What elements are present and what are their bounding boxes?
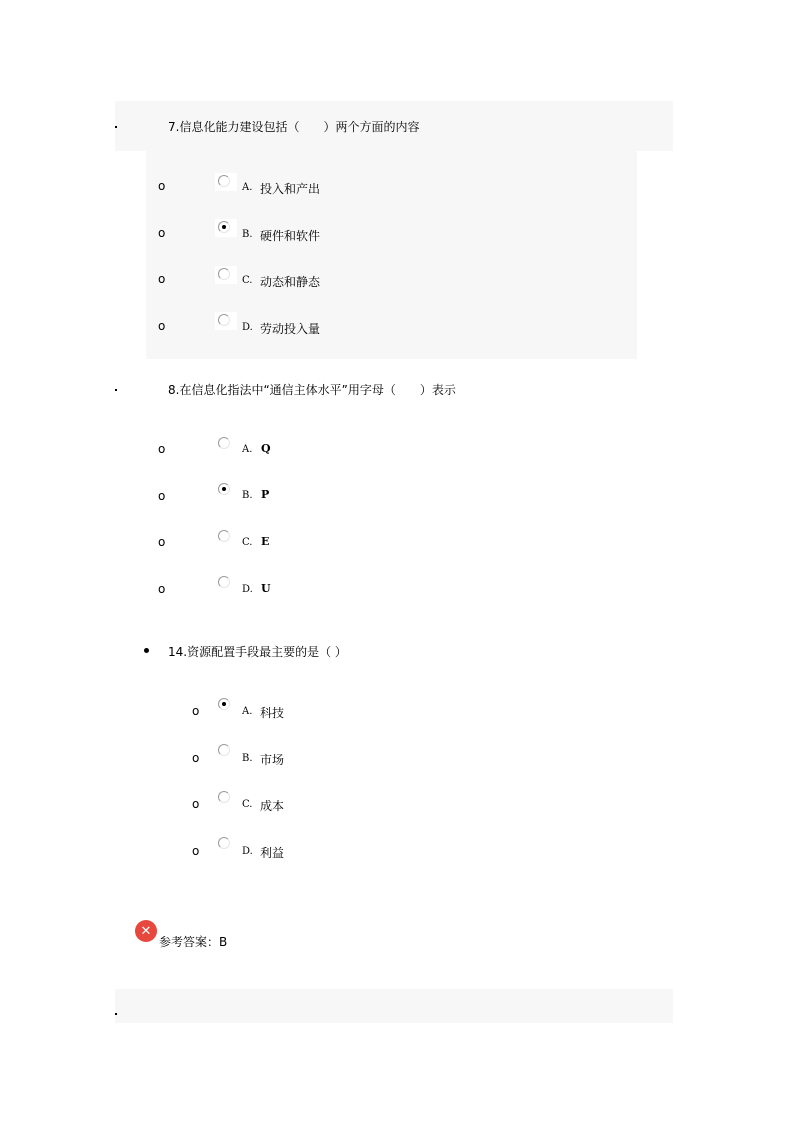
radio-selected-dot <box>222 225 226 229</box>
list-bullet: o <box>192 797 200 811</box>
question-7-title <box>168 118 419 135</box>
option-label: P <box>261 488 270 501</box>
question-number: 14. <box>168 645 188 659</box>
question-number: 8. <box>168 383 180 397</box>
question-14-title <box>168 643 347 660</box>
list-bullet: o <box>192 844 200 858</box>
radio-button-c[interactable] <box>218 791 230 803</box>
question-8-bullet <box>115 389 117 391</box>
radio-button-a[interactable] <box>218 175 230 187</box>
option-letter: B. <box>242 229 253 240</box>
reference-answer: 参考答案：B <box>159 935 228 949</box>
question-number: 7. <box>168 120 180 134</box>
option-label: 动态和静态 <box>260 275 321 289</box>
radio-button-c[interactable] <box>218 530 230 542</box>
radio-button-b[interactable] <box>218 221 230 233</box>
radio-button-c[interactable] <box>218 268 230 280</box>
option-letter: B. <box>242 490 253 501</box>
option-letter: A. <box>242 706 253 717</box>
option-letter: D. <box>242 322 253 333</box>
bottom-band <box>115 989 673 1023</box>
radio-button-d[interactable] <box>218 576 230 588</box>
list-bullet: o <box>158 272 166 286</box>
option-label: 成本 <box>260 799 285 813</box>
list-bullet: o <box>158 226 166 240</box>
radio-selected-dot <box>222 487 226 491</box>
option-letter: A. <box>242 182 253 193</box>
option-letter: D. <box>242 584 253 595</box>
option-letter: D. <box>242 846 253 857</box>
option-label: 劳动投入量 <box>260 322 321 336</box>
option-letter: C. <box>242 537 253 548</box>
option-label: 利益 <box>260 846 285 860</box>
radio-button-b[interactable] <box>218 483 230 495</box>
radio-button-a[interactable] <box>218 698 230 710</box>
option-label: 市场 <box>260 753 285 767</box>
option-label: U <box>261 582 271 595</box>
question-8-title <box>168 381 456 398</box>
option-label: 科技 <box>260 706 285 720</box>
list-bullet: o <box>158 582 166 596</box>
option-letter: C. <box>242 275 253 286</box>
list-bullet: o <box>158 535 166 549</box>
radio-button-d[interactable] <box>218 837 230 849</box>
radio-selected-dot <box>222 702 226 706</box>
question-text: 信息化能力建设包括（ ）两个方面的内容 <box>179 120 420 134</box>
radio-button-d[interactable] <box>218 314 230 326</box>
option-label: E <box>261 535 270 548</box>
wrong-icon: ✕ <box>135 920 157 942</box>
option-letter: C. <box>242 799 253 810</box>
list-bullet: o <box>158 319 166 333</box>
next-question-bullet <box>115 1013 117 1015</box>
radio-button-a[interactable] <box>218 437 230 449</box>
list-bullet: o <box>192 704 200 718</box>
option-label: 投入和产出 <box>260 182 321 196</box>
question-14-bullet <box>144 648 149 653</box>
option-label: 硬件和软件 <box>260 229 321 243</box>
question-text: 在信息化指法中“通信主体水平”用字母（ ）表示 <box>179 383 456 397</box>
list-bullet: o <box>158 489 166 503</box>
option-letter: B. <box>242 753 253 764</box>
option-label: Q <box>261 442 271 455</box>
question-text: 资源配置手段最主要的是（ ） <box>187 645 347 659</box>
radio-button-b[interactable] <box>218 744 230 756</box>
list-bullet: o <box>158 442 166 456</box>
option-letter: A. <box>242 444 253 455</box>
question-7-bullet <box>115 126 117 128</box>
list-bullet: o <box>158 179 166 193</box>
list-bullet: o <box>192 751 200 765</box>
